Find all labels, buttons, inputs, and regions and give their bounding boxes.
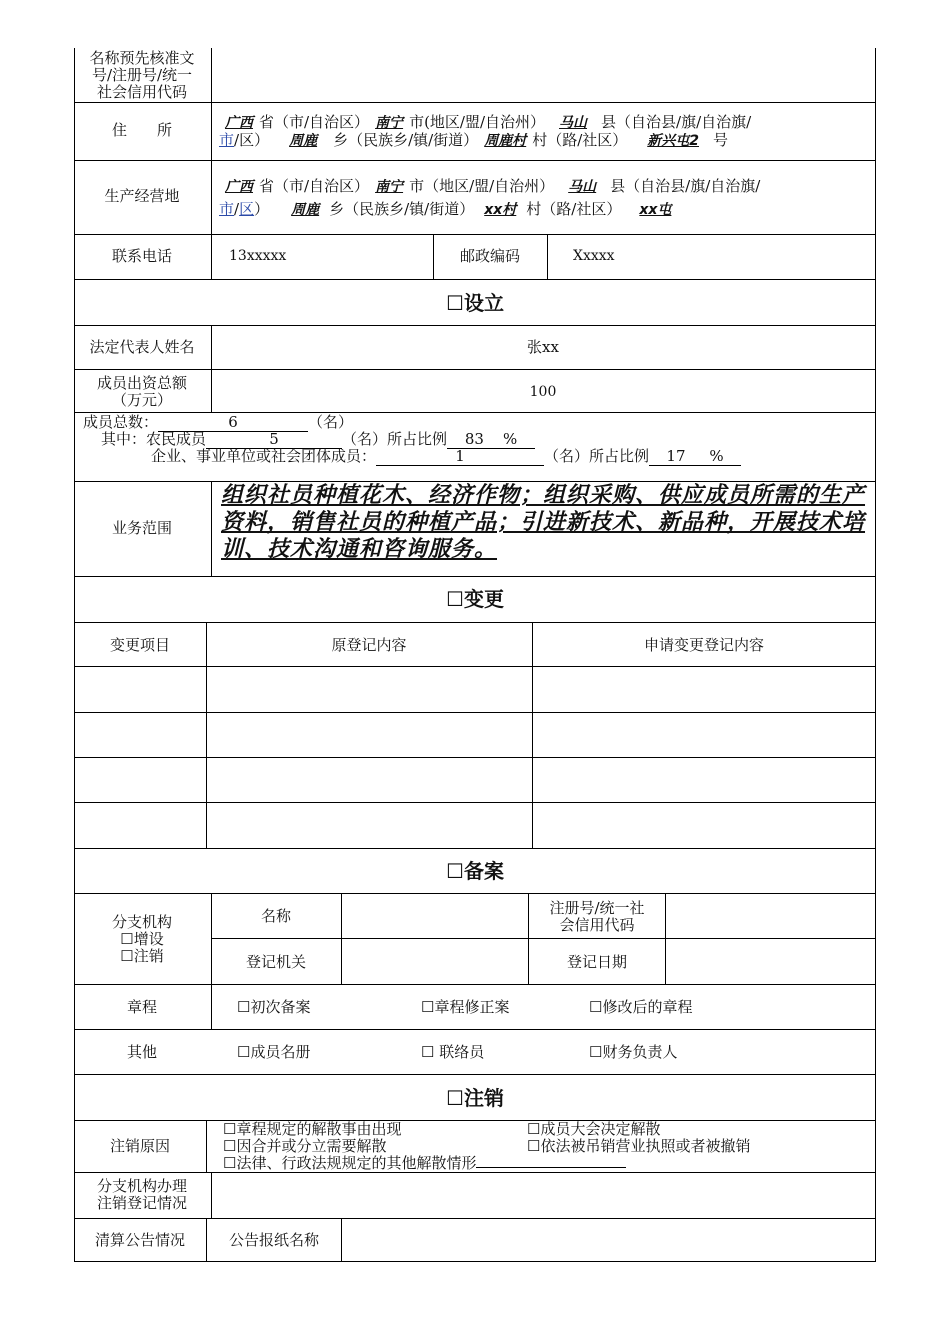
farmers-ratio-label: （名）所占比例 [342, 430, 448, 448]
org-ratio-value [649, 448, 741, 466]
divider [75, 1120, 875, 1121]
reason-law[interactable] [223, 1155, 626, 1172]
bp-city-suffix: 市（地区/盟/自治州） [409, 177, 555, 195]
divider [206, 622, 207, 848]
scope-value [221, 482, 871, 563]
divider [211, 938, 875, 939]
branch-add-option[interactable]: ☐增设 [120, 930, 164, 948]
residence-line-1 [219, 114, 751, 132]
org-members-value: 1 [376, 448, 544, 466]
divider [341, 893, 342, 984]
other-option-liaison[interactable]: ☐ 联络员 [421, 1043, 485, 1061]
section-filing-title[interactable]: ☐备案 [446, 859, 504, 883]
bp-tun-value: xx屯 [639, 202, 672, 218]
scope-label: 业务范围 [111, 519, 172, 537]
county-suffix: 县（自治县/旗/自治旗/ [601, 113, 752, 131]
name-approval-label-1: 名称预先核准文 [89, 49, 195, 67]
org-label: 企业、事业单位或社会团体成员： [151, 447, 377, 465]
farmers-label: 其中：农民成员 [101, 430, 207, 448]
number-value: 新兴屯2 [647, 133, 699, 149]
county-value: 马山 [559, 115, 588, 131]
residence-label: 住 所 [111, 121, 172, 139]
divider [206, 1218, 207, 1262]
newspaper-label: 公告报纸名称 [228, 1231, 319, 1249]
divider [75, 893, 875, 894]
divider [75, 279, 875, 280]
phone-value: 13xxxxx [229, 248, 287, 264]
branch-name-label: 名称 [260, 907, 291, 925]
other-label: 其他 [126, 1043, 157, 1061]
section-establish-title[interactable]: ☐设立 [446, 291, 504, 315]
number-suffix: 号 [713, 131, 729, 149]
bp-county-suffix: 县（自治县/旗/自治旗/ [610, 177, 761, 195]
reason-law-blank[interactable] [476, 1167, 626, 1168]
province-suffix: 省（市/自治区） [259, 113, 370, 131]
divider [211, 893, 212, 1029]
divider [211, 1172, 212, 1218]
divider [211, 234, 212, 279]
branch-cancel-label-1: 分支机构办理 [96, 1177, 187, 1195]
divider [75, 412, 875, 413]
business-line-1 [219, 178, 760, 196]
cancel-reason-label: 注销原因 [109, 1137, 170, 1155]
farmers-value: 5 [206, 431, 342, 449]
divider [528, 893, 529, 984]
org-percent: % [709, 447, 724, 465]
divider [341, 1218, 342, 1262]
bp-town-value: 周鹿 [291, 202, 320, 218]
divider [75, 984, 875, 985]
city-link[interactable]: 市 [219, 131, 235, 149]
change-header-item: 变更项目 [109, 636, 170, 654]
members-unit: （名） [308, 413, 354, 431]
other-option-finance[interactable]: ☐财务负责人 [589, 1043, 678, 1061]
divider [75, 1029, 875, 1030]
divider [532, 622, 533, 848]
bp-city-value: 南宁 [375, 179, 404, 195]
divider [75, 712, 875, 713]
section-change-title[interactable]: ☐变更 [446, 587, 504, 611]
reason-merger[interactable]: ☐因合并或分立需要解散 [223, 1137, 387, 1155]
reg-no-label-2: 会信用代码 [559, 916, 635, 934]
divider [75, 848, 875, 849]
legal-rep-label: 法定代表人姓名 [89, 338, 195, 356]
bp-district-suffix: ） [254, 200, 270, 218]
divider [75, 369, 875, 370]
reason-revoked[interactable]: ☐依法被吊销营业执照或者被撤销 [527, 1137, 751, 1155]
divider [75, 666, 875, 667]
section-cancel-title[interactable]: ☐注销 [446, 1086, 504, 1110]
branch-label: 分支机构 [111, 913, 172, 931]
divider [75, 102, 875, 103]
divider [75, 325, 875, 326]
divider [75, 160, 875, 161]
reason-assembly[interactable]: ☐成员大会决定解散 [527, 1120, 661, 1138]
org-ratio-label: （名）所占比例 [544, 447, 650, 465]
divider [547, 234, 548, 279]
divider [211, 481, 212, 576]
registration-form [74, 48, 876, 1262]
postcode-value: Xxxxx [573, 248, 615, 264]
other-option-roster[interactable]: ☐成员名册 [237, 1043, 311, 1061]
name-approval-label-2: 号/注册号/统一 [91, 66, 193, 84]
reg-no-label-1: 注册号/统一社 [549, 899, 645, 917]
postcode-label: 邮政编码 [459, 247, 520, 265]
capital-label-1: 成员出资总额 [96, 374, 187, 392]
bp-slash: / [234, 200, 240, 218]
province-value: 广西 [225, 115, 253, 131]
charter-option-initial[interactable]: ☐初次备案 [237, 998, 311, 1016]
district-suffix: /区） [234, 131, 270, 149]
bp-village-suffix: 村（路/社区） [526, 200, 622, 218]
divider [75, 802, 875, 803]
village-suffix: 村（路/社区） [532, 131, 628, 149]
capital-value: 100 [529, 384, 557, 400]
legal-rep-value: 张xx [527, 338, 559, 356]
bp-district-link[interactable]: 区 [239, 200, 255, 218]
bp-province-value: 广西 [225, 179, 253, 195]
bp-county-value: 马山 [568, 179, 597, 195]
bp-town-suffix: 乡（民族乡/镇/街道） [329, 200, 475, 218]
reason-law-text: ☐法律、行政法规规定的其他解散情形 [223, 1154, 477, 1172]
scope-text: 组织社员种植花木、经济作物；组织采购、供应成员所需的生产资料，销售社员的种植产品；引进新技术、新品种，开展技术培训、技术沟通和咨询服务。 [221, 482, 866, 562]
city-suffix: 市(地区/盟/自治州） [409, 113, 546, 131]
phone-label: 联系电话 [111, 247, 172, 265]
divider [75, 757, 875, 758]
reason-charter[interactable]: ☐章程规定的解散事由出现 [223, 1120, 402, 1138]
business-line-2 [219, 201, 689, 219]
reg-date-label: 登记日期 [566, 953, 627, 971]
members-total-label: 成员总数： [83, 413, 159, 431]
liquidation-label: 清算公告情况 [94, 1231, 185, 1249]
branch-cancel-option[interactable]: ☐注销 [120, 947, 164, 965]
org-ratio-number: 17 [666, 447, 686, 465]
divider [211, 325, 212, 412]
change-header-requested: 申请变更登记内容 [643, 636, 764, 654]
bp-village-value: xx村 [484, 202, 517, 218]
charter-label: 章程 [126, 998, 157, 1016]
charter-option-amendment[interactable]: ☐章程修正案 [421, 998, 510, 1016]
farmers-percent: % [502, 430, 518, 448]
bp-province-suffix: 省（市/自治区） [259, 177, 370, 195]
divider [211, 48, 212, 234]
business-place-label: 生产经营地 [104, 187, 180, 205]
town-suffix: 乡（民族乡/镇/街道） [333, 131, 479, 149]
name-approval-label-3: 社会信用代码 [96, 83, 187, 101]
org-members-line [151, 448, 741, 466]
divider [206, 1120, 207, 1172]
divider [75, 1074, 875, 1075]
divider [75, 1172, 875, 1173]
charter-option-revised[interactable]: ☐修改后的章程 [589, 998, 693, 1016]
residence-line-2 [219, 132, 728, 150]
bp-city-link[interactable]: 市 [219, 200, 235, 218]
change-header-original: 原登记内容 [331, 636, 407, 654]
city-value: 南宁 [375, 115, 404, 131]
members-total-value: 6 [158, 414, 308, 432]
capital-label-2: （万元） [111, 391, 172, 409]
divider [75, 1218, 875, 1219]
divider [433, 234, 434, 279]
divider [75, 576, 875, 577]
farmers-ratio-number: 83 [464, 430, 484, 448]
divider [75, 234, 875, 235]
town-value: 周鹿 [289, 133, 318, 149]
branch-cancel-label-2: 注销登记情况 [96, 1194, 187, 1212]
village-value: 周鹿村 [484, 133, 527, 149]
divider [665, 893, 666, 984]
divider [75, 622, 875, 623]
authority-label: 登记机关 [245, 953, 306, 971]
